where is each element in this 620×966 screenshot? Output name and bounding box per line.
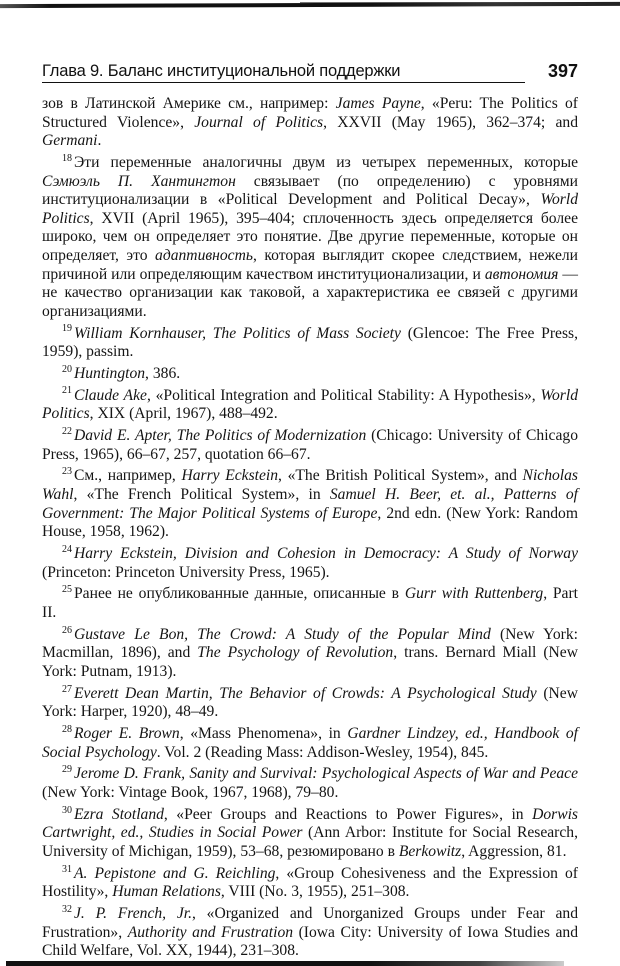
footnote-number: 32 bbox=[62, 903, 72, 915]
footnote-25 bbox=[42, 585, 578, 622]
footnote-number: 31 bbox=[62, 863, 72, 875]
footnote-number: 20 bbox=[62, 363, 72, 375]
italic-text: James Payne bbox=[335, 95, 421, 112]
italic-text: Harry Eckstein, Division and Cohesion in Democracy: A Study of Norway bbox=[74, 544, 578, 562]
footnote-26 bbox=[42, 626, 578, 682]
footnote-number: 19 bbox=[62, 323, 72, 335]
italic-text: Authority and Frustration bbox=[127, 923, 294, 941]
italic-text: World Politics bbox=[42, 386, 579, 423]
footnote-number: 18 bbox=[62, 152, 72, 164]
text: , «Peer Groups and Reactions to Power Figures», in bbox=[163, 805, 533, 823]
italic-text: Dorwis Cartwright, ed., Studies in Social Power bbox=[42, 805, 578, 842]
page-number: 397 bbox=[547, 61, 578, 81]
footnote-20 bbox=[42, 365, 578, 384]
italic-text: William Kornhauser, The Politics of Mass Society bbox=[74, 324, 401, 342]
text: Ранее не опубликованные данные, описанные в bbox=[74, 585, 405, 603]
text: — не качество организации как таковой, а характеристика ее связей с другими организациями. bbox=[42, 265, 578, 320]
text: зов в Латинской Америке см., например: bbox=[42, 95, 336, 112]
text: (Princeton: Princeton University Press, 1965). bbox=[42, 563, 330, 581]
footnote-18 bbox=[42, 154, 578, 321]
italic-text: The Psychology of Revolution bbox=[197, 644, 394, 662]
italic-text: адаптивность bbox=[155, 246, 253, 264]
italic-text: Gurr with Ruttenberg bbox=[404, 585, 544, 603]
italic-text: Germani bbox=[42, 132, 98, 150]
footnote-number: 29 bbox=[62, 764, 72, 776]
italic-text: Nicholas Wahl bbox=[42, 467, 578, 503]
italic-text: J. P. French, Jr. bbox=[74, 905, 192, 923]
text: , «Peru: The Politics of Structured Violence», bbox=[42, 95, 578, 131]
italic-text: Gustave Le Bon, The Crowd: A Study of the Popular Mind bbox=[74, 625, 491, 643]
running-header bbox=[42, 61, 578, 85]
text: , «The British Political System», and bbox=[278, 467, 523, 485]
text: , XVII (April 1965), 395–404; сплоченность здесь определяется более широко, чем он определяет это понятие. Две другие переменные, которые он определяет, это bbox=[42, 209, 578, 264]
text: (New York: Vintage Book, 1967, 1968), 79–80. bbox=[42, 784, 339, 802]
text: , «Organized and Unorganized Groups under Fear and Frustration», bbox=[42, 905, 579, 941]
italic-text: автономия bbox=[484, 265, 559, 283]
text: (Chicago: University of Chicago Press, 1965), 66–67, 257, quotation 66–67. bbox=[42, 427, 578, 463]
footnote-32 bbox=[42, 905, 578, 961]
footnote-number: 25 bbox=[62, 584, 72, 596]
footnote-23 bbox=[42, 467, 578, 541]
footnote-number: 24 bbox=[62, 543, 72, 555]
footnote-24 bbox=[42, 545, 578, 582]
italic-text: Everett Dean Martin, The Behavior of Crowds: A Psychological Study bbox=[74, 684, 537, 702]
text: См., например, bbox=[74, 467, 182, 485]
text: (New York: Harper, 1920), 48–49. bbox=[42, 684, 578, 721]
footnote-31 bbox=[42, 865, 578, 902]
footnote-number: 22 bbox=[62, 425, 72, 437]
italic-text: Samuel H. Beer, et. al., Patterns of Government: The Major Political Systems of Europe bbox=[42, 486, 578, 522]
italic-text: A. Pepistone and G. Reichling bbox=[74, 864, 276, 882]
footnote-number: 23 bbox=[62, 466, 72, 478]
footnote-number: 21 bbox=[62, 385, 72, 397]
chapter-title: Глава 9. Баланс институциональной поддержки bbox=[42, 61, 525, 83]
text: , 2nd edn. (New York: Random House, 1958, 1962). bbox=[42, 504, 578, 541]
italic-text: World Politics bbox=[42, 191, 578, 227]
text: , «The French Political System», in bbox=[73, 486, 330, 503]
italic-text: Сэмюэль П. Хантингтон bbox=[42, 172, 236, 190]
italic-text: David E. Apter, The Politics of Modernization bbox=[74, 427, 367, 445]
footnote-27 bbox=[42, 685, 578, 722]
continued-paragraph bbox=[42, 95, 578, 151]
text: , Part II. bbox=[42, 585, 579, 621]
footnote-29 bbox=[42, 765, 578, 802]
footnote-21 bbox=[42, 387, 578, 424]
footnote-30 bbox=[42, 806, 578, 862]
text: , «Political Integration and Political Stability: A Hypothesis», bbox=[146, 386, 541, 404]
text: , VIII (No. 3, 1955), 251–308. bbox=[220, 883, 410, 901]
italic-text: Huntington bbox=[74, 364, 146, 382]
italic-text: Human Relations bbox=[112, 883, 221, 901]
text: , XIX (April, 1967), 488–492. bbox=[89, 405, 278, 423]
footnote-28 bbox=[42, 725, 578, 762]
text: (New York: Macmillan, 1896), and bbox=[42, 625, 578, 662]
text: , Aggression, 81. bbox=[461, 843, 567, 860]
italic-text: Roger E. Brown bbox=[74, 725, 180, 743]
text: , которая выглядит скорее следствием, нежели причиной или определяющим качеством институционализации, и bbox=[42, 246, 579, 283]
footnote-number: 27 bbox=[62, 683, 72, 695]
text: , 386. bbox=[145, 364, 181, 382]
italic-text: Claude Ake bbox=[74, 386, 147, 404]
text: , XXVII (May 1965), 362–374; and bbox=[323, 113, 579, 131]
footnote-22 bbox=[42, 427, 578, 464]
italic-text: Ezra Stotland bbox=[74, 805, 164, 823]
text: . bbox=[97, 132, 102, 150]
italic-text: Jerome D. Frank, Sanity and Survival: Psychological Aspects of War and Peace bbox=[74, 765, 578, 783]
footnote-number: 26 bbox=[62, 624, 72, 636]
footnotes-body bbox=[42, 95, 578, 964]
text: (Glencoe: The Free Press, 1959), passim. bbox=[42, 324, 578, 361]
italic-text: Berkowitz bbox=[398, 843, 462, 860]
footnote-number: 28 bbox=[62, 723, 72, 735]
text: Эти переменные аналогичны двум из четырех переменных, которые bbox=[74, 153, 578, 171]
bottom-scan-edge bbox=[6, 961, 564, 966]
text: . Vol. 2 (Reading Mass: Addison-Wesley, 1954), 845. bbox=[156, 743, 489, 761]
text: , «Group Cohesiveness and the Expression of Hostility», bbox=[42, 864, 578, 901]
text: , trans. Bernard Miall (New York: Putnam, 1913). bbox=[42, 644, 578, 680]
text: (Iowa City: University of Iowa Studies and Child Welfare, Vol. XX, 1944), 231–308. bbox=[42, 923, 578, 960]
footnote-number: 30 bbox=[62, 804, 72, 816]
text: , «Mass Phenomena», in bbox=[179, 725, 348, 743]
text: (Ann Arbor: Institute for Social Research, University of Michigan, 1959), 53–68, резюмировано в bbox=[42, 824, 578, 860]
top-scan-edge bbox=[0, 2, 620, 8]
italic-text: Gardner Lindzey, ed., Handbook of Social Psychology bbox=[42, 725, 578, 761]
italic-text: Harry Eckstein bbox=[181, 467, 279, 485]
footnote-19 bbox=[42, 325, 578, 362]
italic-text: Journal of Politics bbox=[194, 113, 324, 131]
text: связывает (по определению) с уровнями институционализации в «Political Development and Political Decay», bbox=[42, 172, 578, 209]
